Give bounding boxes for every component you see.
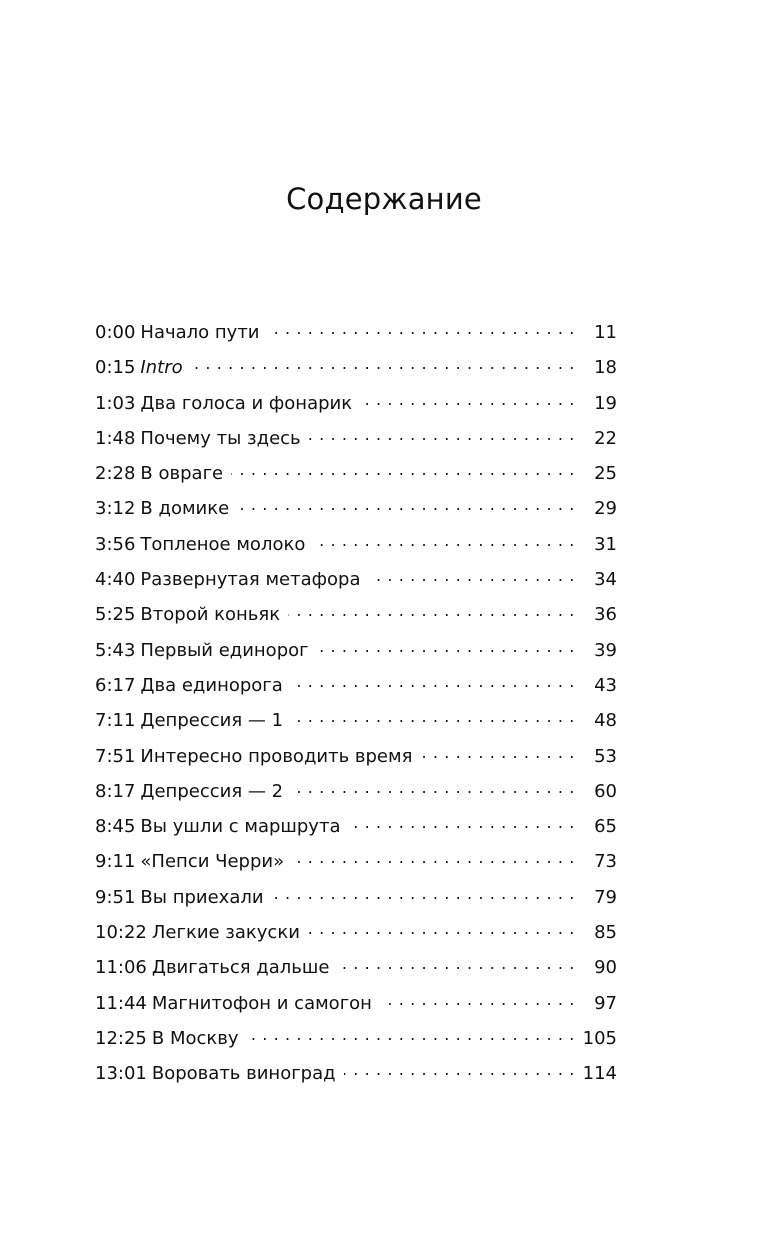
toc-entry[interactable] — [95, 673, 617, 708]
dot-leader — [348, 814, 575, 832]
toc-entry-page-number: 97 — [594, 992, 617, 1014]
toc-entry[interactable] — [95, 744, 617, 779]
dot-leader — [237, 496, 575, 514]
dot-leader — [369, 567, 576, 585]
toc-entry[interactable] — [95, 849, 617, 884]
toc-entry-title — [95, 1063, 336, 1084]
toc-entry-title — [95, 463, 223, 484]
toc-entry-time: 3:56 — [95, 533, 136, 555]
toc-entry-time: 13:01 — [95, 1063, 147, 1085]
toc-entry-page-number: 79 — [594, 886, 617, 908]
toc-entry-label: В овраге — [140, 463, 224, 485]
toc-entry[interactable] — [95, 532, 617, 567]
toc-entry-label: Легкие закуски — [151, 922, 300, 944]
toc-entry-page-number: 36 — [594, 604, 617, 626]
toc-entry-label: «Пепси Черри» — [140, 851, 285, 873]
toc-entry-label: Intro — [140, 357, 183, 379]
toc-entry-time: 8:45 — [95, 816, 136, 838]
toc-entry-time: 0:15 — [95, 357, 136, 379]
toc-entry-time: 5:43 — [95, 639, 136, 661]
toc-entry-label: Первый единорог — [140, 639, 309, 661]
dot-leader — [291, 779, 575, 797]
toc-entry-title — [95, 428, 301, 449]
dot-leader — [292, 849, 575, 867]
toc-entry-title — [95, 1028, 239, 1049]
dot-leader — [191, 355, 575, 373]
toc-entry-title — [95, 710, 283, 731]
toc-entry-title — [95, 534, 305, 555]
toc-entry-title — [95, 922, 300, 943]
dot-leader — [291, 673, 575, 691]
toc-entry-page-number: 11 — [594, 322, 617, 343]
toc-entry-time: 2:28 — [95, 463, 136, 485]
toc-entry-title — [95, 357, 183, 378]
toc-entry[interactable] — [95, 814, 617, 849]
dot-leader — [344, 1061, 575, 1079]
toc-entry-label: Интересно проводить время — [140, 745, 413, 767]
toc-entry-page-number: 73 — [594, 851, 617, 873]
toc-entry[interactable] — [95, 779, 617, 814]
toc-entry-label: Вы ушли с маршрута — [140, 816, 341, 838]
toc-entry[interactable] — [95, 885, 617, 920]
toc-entry-label: В домике — [140, 498, 230, 520]
dot-leader — [288, 602, 575, 620]
toc-entry[interactable] — [95, 496, 617, 531]
toc-entry-time: 7:11 — [95, 710, 136, 732]
toc-entry-label: Почему ты здесь — [140, 427, 301, 449]
toc-entry[interactable] — [95, 602, 617, 637]
toc-entry-time: 11:44 — [95, 992, 147, 1014]
toc-entry-title — [95, 887, 264, 908]
toc-entry-title — [95, 746, 412, 767]
toc-entry[interactable] — [95, 567, 617, 602]
dot-leader — [337, 955, 575, 973]
dot-leader — [380, 991, 575, 1009]
toc-entry-page-number: 25 — [594, 463, 617, 485]
toc-entry-label: Два голоса и фонарик — [140, 392, 353, 414]
dot-leader — [420, 744, 575, 762]
toc-entry[interactable] — [95, 426, 617, 461]
dot-leader — [291, 708, 575, 726]
toc-entry-time: 3:12 — [95, 498, 136, 520]
toc-entry[interactable] — [95, 920, 617, 955]
toc-entry-title — [95, 393, 352, 414]
toc-entry-time: 12:25 — [95, 1027, 147, 1049]
toc-entry-label: Депрессия — 2 — [140, 780, 284, 802]
toc-entry-title — [95, 640, 309, 661]
toc-entry-label: Двигаться дальше — [151, 957, 330, 979]
dot-leader — [272, 885, 575, 903]
toc-entry[interactable] — [95, 355, 617, 390]
toc-entry[interactable] — [95, 955, 617, 990]
toc-entry-label: Начало пути — [140, 322, 260, 343]
toc-entry-time: 4:40 — [95, 569, 136, 591]
page-title: Содержание — [286, 182, 482, 216]
toc-entry-page-number: 43 — [594, 674, 617, 696]
toc-entry-title — [95, 781, 283, 802]
toc-entry-page-number: 114 — [582, 1063, 617, 1085]
toc-entry-time: 5:25 — [95, 604, 136, 626]
toc-entry-label: Топленое молоко — [140, 533, 306, 555]
toc-entry[interactable] — [95, 320, 617, 355]
dot-leader — [313, 532, 575, 550]
toc-entry-page-number: 85 — [594, 922, 617, 944]
toc-entry-label: Магнитофон и самогон — [151, 992, 372, 1014]
toc-entry-page-number: 29 — [594, 498, 617, 520]
toc-entry-time: 0:00 — [95, 322, 136, 343]
dot-leader — [360, 391, 575, 409]
toc-entry-time: 8:17 — [95, 780, 136, 802]
toc-entry-time: 9:11 — [95, 851, 136, 873]
dot-leader — [268, 320, 576, 338]
toc-entry-label: Второй коньяк — [140, 604, 281, 626]
toc-entry-page-number: 60 — [594, 780, 617, 802]
toc-entry-page-number: 53 — [594, 745, 617, 767]
toc-entry-time: 11:06 — [95, 957, 147, 979]
toc-entry-page-number: 48 — [594, 710, 617, 732]
toc-entry-time: 1:03 — [95, 392, 136, 414]
dot-leader — [308, 920, 575, 938]
toc-entry-page-number: 65 — [594, 816, 617, 838]
toc-entry-title — [95, 604, 280, 625]
toc-entry[interactable] — [95, 1061, 617, 1096]
toc-entry-page-number: 34 — [594, 569, 617, 591]
toc-entry-title — [95, 675, 283, 696]
toc-entry-label: Развернутая метафора — [140, 569, 361, 591]
toc-entry-label: В Москву — [151, 1027, 239, 1049]
toc-entry[interactable] — [95, 391, 617, 426]
toc-entry[interactable] — [95, 991, 617, 1026]
toc-entry-title — [95, 322, 260, 343]
toc-entry-title — [95, 569, 361, 590]
toc-entry-time: 9:51 — [95, 886, 136, 908]
toc-entry-title — [95, 851, 284, 872]
toc-entry-page-number: 18 — [594, 357, 617, 379]
table-of-contents — [95, 320, 617, 1097]
toc-entry[interactable] — [95, 708, 617, 743]
toc-entry-title — [95, 957, 329, 978]
dot-leader — [247, 1026, 575, 1044]
toc-entry-title — [95, 816, 340, 837]
toc-entry-page-number: 22 — [594, 427, 617, 449]
toc-entry-page-number: 31 — [594, 533, 617, 555]
toc-entry[interactable] — [95, 461, 617, 496]
toc-entry-time: 10:22 — [95, 922, 147, 944]
dot-leader — [231, 461, 575, 479]
dot-leader — [309, 426, 575, 444]
toc-entry-time: 1:48 — [95, 427, 136, 449]
toc-entry-page-number: 105 — [582, 1027, 617, 1049]
toc-entry-page-number: 19 — [594, 392, 617, 414]
toc-entry-time: 6:17 — [95, 674, 136, 696]
toc-entry-label: Два единорога — [140, 674, 283, 696]
toc-entry-page-number: 39 — [594, 639, 617, 661]
dot-leader — [317, 638, 575, 656]
toc-entry-label: Вы приехали — [140, 886, 264, 908]
toc-entry-time: 7:51 — [95, 745, 136, 767]
toc-entry-label: Депрессия — 1 — [140, 710, 284, 732]
toc-entry[interactable] — [95, 638, 617, 673]
toc-entry-title — [95, 993, 372, 1014]
toc-entry-title — [95, 498, 229, 519]
toc-entry-page-number: 90 — [594, 957, 617, 979]
toc-entry-label: Воровать виноград — [151, 1063, 336, 1085]
toc-entry[interactable] — [95, 1026, 617, 1061]
